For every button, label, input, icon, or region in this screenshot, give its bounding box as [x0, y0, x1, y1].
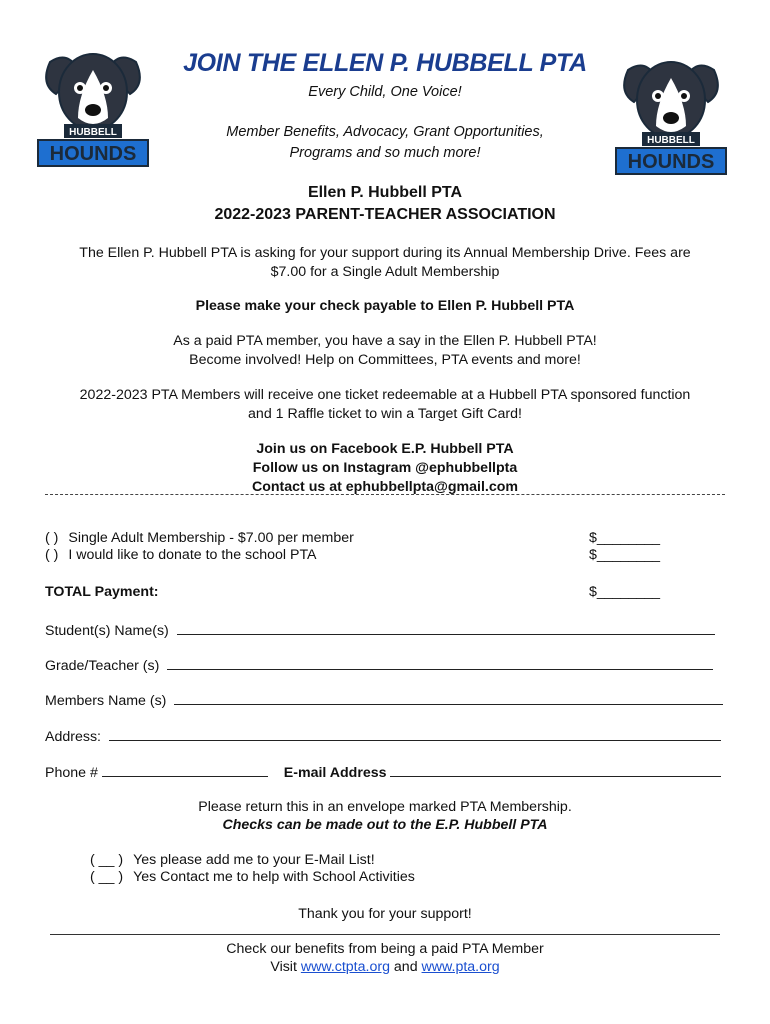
return-line: Please return this in an envelope marked PTA Membership.: [198, 799, 572, 815]
amount-field-membership[interactable]: $________: [589, 530, 661, 546]
students-row: [45, 620, 715, 639]
option-label: I would like to donate to the school PTA: [68, 547, 317, 563]
logo-bottom-text: HOUNDS: [627, 151, 715, 173]
facebook-line: Join us on Facebook E.P. Hubbell PTA: [256, 441, 514, 457]
email-label: E-mail Address: [283, 765, 387, 781]
members-row: [45, 690, 723, 709]
benefits-footer: Check our benefits from being a paid PTA Member: [226, 941, 544, 957]
footer-divider: [50, 934, 720, 935]
members-input[interactable]: [174, 690, 723, 705]
phone-input[interactable]: [102, 762, 268, 777]
org-year: 2022-2023 PARENT-TEACHER ASSOCIATION: [214, 206, 556, 223]
email-input[interactable]: [390, 762, 721, 777]
checkbox-paren[interactable]: ( ): [45, 530, 59, 546]
address-label: Address:: [45, 729, 101, 745]
cut-line: [45, 494, 725, 495]
page-title: JOIN THE ELLEN P. HUBBELL PTA: [183, 49, 587, 77]
help-label: Yes Contact me to help with School Activities: [133, 869, 415, 885]
students-input[interactable]: [177, 620, 715, 635]
address-input[interactable]: [109, 726, 721, 741]
amount-field-total[interactable]: $________: [589, 584, 661, 600]
phone-label: Phone #: [45, 765, 98, 781]
ticket-line-2: and 1 Raffle ticket to win a Target Gift Card!: [248, 406, 522, 422]
email-list-label: Yes please add me to your E-Mail List!: [133, 852, 375, 868]
check-payable: Please make your check payable to Ellen P. Hubbell PTA: [195, 298, 575, 314]
benefits-line-2: Programs and so much more!: [289, 145, 481, 161]
instagram-line: Follow us on Instagram @ephubbellpta: [252, 460, 518, 476]
intro-line-2: $7.00 for a Single Adult Membership: [270, 264, 500, 280]
and-text: and: [393, 959, 418, 975]
tagline: Every Child, One Voice!: [308, 84, 462, 100]
contact-line: Contact us at ephubbellpta@gmail.com: [251, 479, 519, 495]
ticket-line-1: 2022-2023 PTA Members will receive one ticket redeemable at a Hubbell PTA sponsored function: [79, 387, 691, 403]
visit-line: [0, 958, 770, 977]
thanks-line: Thank you for your support!: [298, 906, 472, 922]
intro-line-1: The Ellen P. Hubbell PTA is asking for your support during its Annual Membership Drive. Fees are: [79, 245, 691, 261]
logo-bottom-text: HOUNDS: [49, 143, 137, 165]
option-label: Single Adult Membership - $7.00 per member: [68, 530, 354, 546]
member-line-1: As a paid PTA member, you have a say in the Ellen P. Hubbell PTA!: [173, 333, 597, 349]
amount-field-donation[interactable]: $________: [589, 547, 661, 563]
grade-input[interactable]: [167, 655, 713, 670]
grade-row: [45, 655, 713, 674]
logo-top-text: HUBBELL: [69, 127, 117, 138]
member-line-2: Become involved! Help on Committees, PTA events and more!: [189, 352, 581, 368]
checkbox-paren[interactable]: ( ): [45, 547, 59, 563]
help-option[interactable]: [90, 869, 415, 885]
option-donate[interactable]: [45, 547, 317, 563]
visit-text: Visit: [270, 959, 297, 975]
phone-email-row: [45, 762, 721, 781]
grade-label: Grade/Teacher (s): [45, 658, 160, 674]
members-label: Members Name (s): [45, 693, 167, 709]
org-name: Ellen P. Hubbell PTA: [307, 184, 463, 201]
benefits-line-1: Member Benefits, Advocacy, Grant Opportunities,: [226, 124, 544, 140]
email-list-option[interactable]: [90, 852, 375, 868]
ctpta-link[interactable]: www.ctpta.org: [300, 959, 390, 975]
option-single-adult[interactable]: [45, 530, 354, 546]
students-label: Student(s) Name(s): [45, 623, 169, 639]
pta-link[interactable]: www.pta.org: [421, 959, 500, 975]
total-label: TOTAL Payment:: [45, 584, 159, 600]
checks-line: Checks can be made out to the E.P. Hubbell PTA: [222, 817, 548, 833]
checkbox-paren[interactable]: ( __ ): [90, 852, 124, 868]
address-row: [45, 726, 721, 745]
logo-top-text: HUBBELL: [647, 135, 695, 146]
checkbox-paren[interactable]: ( __ ): [90, 869, 124, 885]
